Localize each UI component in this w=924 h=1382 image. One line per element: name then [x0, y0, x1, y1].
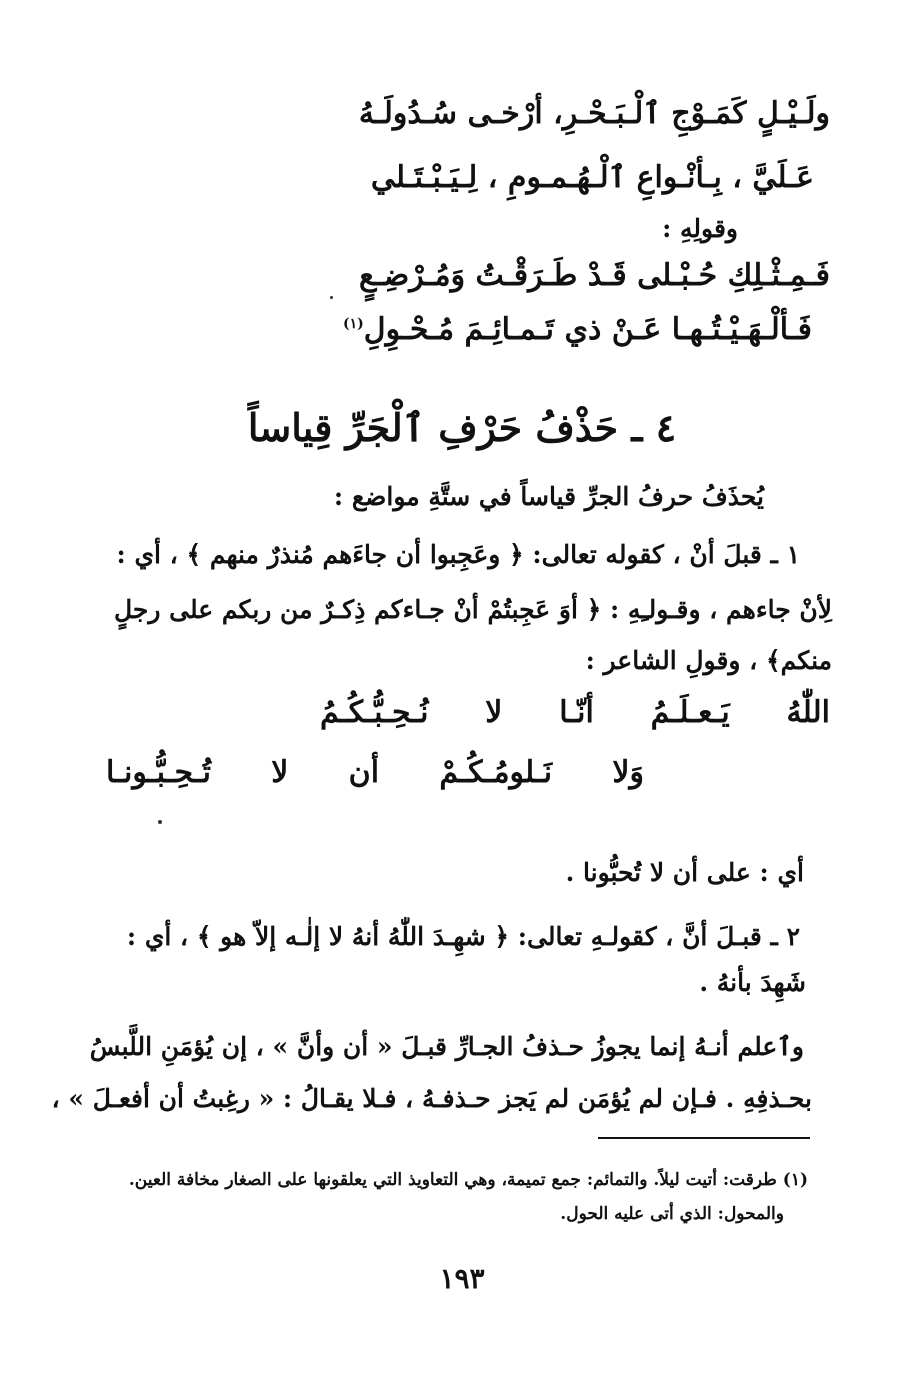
verse-word: يَـعـلَـمُ — [650, 695, 730, 730]
footnote-divider — [598, 1137, 810, 1139]
verse-word: اللّٰهُ — [786, 695, 830, 730]
verse-word: تُـحِـبُّـونـا — [106, 755, 211, 790]
footnote-line2: والمحول: الذي أتى عليه الحول. — [560, 1204, 784, 1224]
footnote-line1: (١) طرقت: أتيت ليلاً. والتمائم: جمع تميمة، وهي التعاويذ التي يعلقونها على الصغار مخافة العين. — [128, 1170, 808, 1190]
verse-word: نَـلومُـكُـمْ — [439, 755, 553, 790]
verse-word: وَلا — [612, 755, 644, 790]
verse-word: أنّـا — [559, 695, 594, 730]
verse-row1 — [320, 695, 830, 730]
verse-row2 — [106, 755, 644, 790]
item1-line2: لِأنْ جاءهم ، وقـولـِهِ : ﴿ أوَ عَجِبتُمْ أنْ جـاءكم ذِكـرٌ من ربكم على رجلٍ — [113, 595, 832, 624]
note-line1: وٱعلم أنـهُ إنما يجوزُ حـذفُ الجـارِّ قبـلَ « أن وأنَّ » ، إن يُؤمَنِ اللَّبسُ — [89, 1032, 804, 1061]
verse-meaning: أي : على أن لا تُحبُّونا . — [565, 858, 804, 887]
intro-second-poem: وقولِهِ : — [662, 214, 738, 243]
item2-line2: شَهِدَ بأنهُ . — [699, 968, 806, 997]
poem1-line2: عَـلَيَّ ، بِـأنْـواعِ ٱلْـهُـمـومِ ، لِـيَـبْـتَـلي — [370, 160, 814, 195]
item2-line1: ٢ ـ قبـلَ أنَّ ، كقولـهِ تعالى: ﴿ شهِـدَ اللّٰهُ أنهُ لا إلٰـه إلاّ هو ﴾ ، أي : — [126, 922, 800, 951]
section-heading: ٤ ـ حَذْفُ حَرْفِ ٱلْجَرِّ قِياساً — [247, 405, 677, 450]
scan-speck — [330, 296, 333, 299]
verse-word: نُـحِـبُّـكُـمُ — [320, 695, 429, 730]
item1-line1: ١ ـ قبلَ أنْ ، كقوله تعالى: ﴿ وعَجِبوا أن جاءَهم مُنذرٌ منهم ﴾ ، أي : — [116, 540, 800, 569]
scan-speck — [158, 820, 162, 824]
verse-word: لا — [271, 755, 289, 790]
note-line2: بحـذفِهِ . فـإن لم يُؤمَن لم يَجز حـذفـهُ ، فـلا يقـالُ : « رغِبتُ أن أفعـلَ » ، — [51, 1084, 812, 1113]
verse-word: أن — [348, 755, 380, 790]
section-intro: يُحذَفُ حرفُ الجرِّ قياساً في ستَّةِ مواضع : — [333, 482, 764, 511]
poem2-line2-text: فَـألْـهَـيْـتُـهـا عَـنْ ذي تَـمـائِـمَ مُـحْـوِلِ — [363, 312, 812, 347]
poem2-line1: فَـمِـثْـلِكِ حُـبْـلى قَـدْ طَـرَقْـتُ وَمُـرْضِـعٍ — [358, 258, 830, 293]
item1-line3: منكم﴾ ، وقولِ الشاعر : — [585, 646, 832, 675]
footnote-ref: (١) — [342, 316, 364, 332]
verse-word: لا — [485, 695, 503, 730]
page-number: ١٩٣ — [439, 1262, 485, 1295]
poem2-line2 — [343, 312, 812, 347]
poem1-line1: ولَـيْـلٍ كَمَـوْجِ ٱلْـبَـحْـرِ، أرْخـى سُـدُولَـهُ — [358, 96, 830, 131]
